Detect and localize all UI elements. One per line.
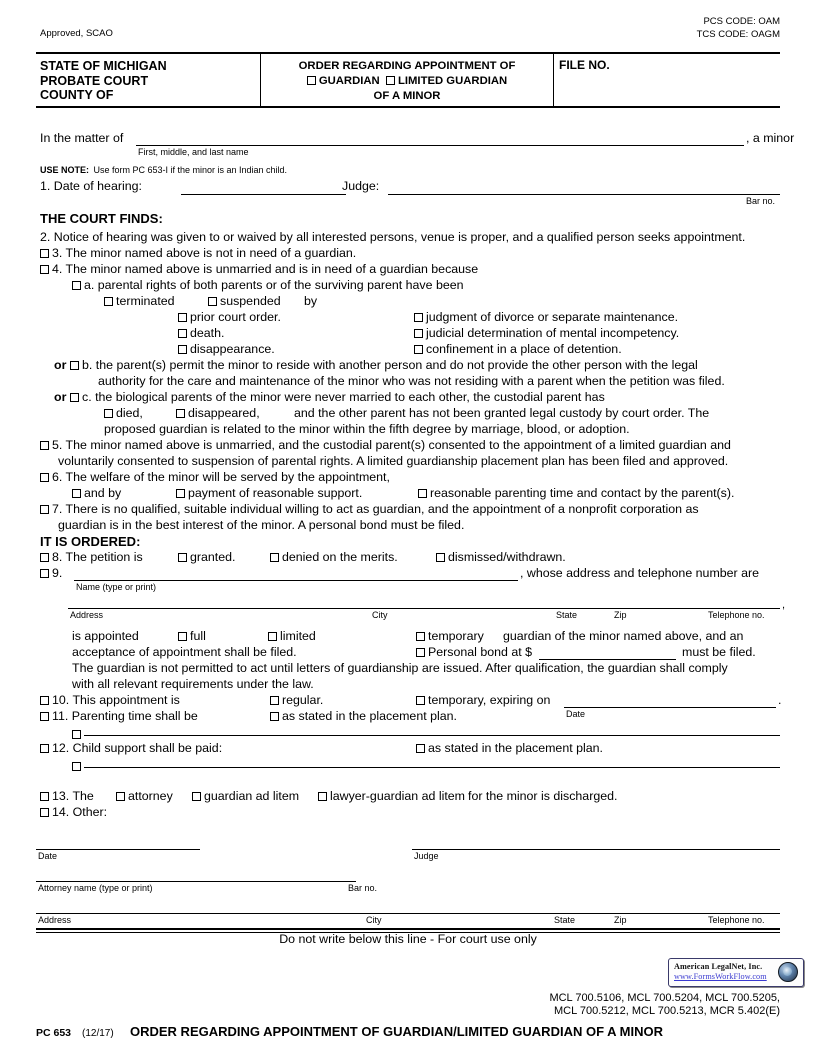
finding-item-7: [40, 502, 699, 517]
checkbox-denied[interactable]: [270, 553, 279, 562]
guardian-restriction-line2: with all relevant requirements under the law.: [72, 677, 314, 691]
attorney-address-caption: Address: [38, 915, 72, 925]
item-14-other-input[interactable]: [76, 818, 776, 842]
option-temporary: [416, 629, 484, 644]
option-personal-bond: [416, 645, 532, 660]
guardian-name-input[interactable]: [74, 580, 518, 581]
order-title-line3: OF A MINOR: [373, 90, 441, 102]
attorney-bar-no-caption: Bar no.: [348, 883, 378, 893]
ordered-item-8: [40, 550, 143, 565]
checkbox-item-6[interactable]: [40, 473, 49, 482]
minor-suffix: , a minor: [746, 131, 795, 145]
file-no-label: FILE NO.: [559, 58, 610, 72]
checkbox-item-12[interactable]: [40, 744, 49, 753]
ordered-item-12: [40, 741, 222, 756]
ordered-item-10: [40, 693, 180, 708]
or-label-c: or: [54, 390, 67, 404]
guardian-label: GUARDIAN: [318, 75, 380, 87]
prior-court-order-label: prior court order.: [190, 310, 281, 324]
item-4-label: 4. The minor named above is unmarried and is in need of a guardian because: [52, 262, 479, 276]
state-caption: State: [556, 610, 578, 620]
signature-judge-caption: Judge: [414, 851, 439, 861]
option-granted: [178, 550, 235, 565]
suspended-option: [208, 294, 281, 309]
checkbox-temporary-expiring[interactable]: [416, 696, 425, 705]
finding-item-5: [40, 438, 731, 453]
option-full: [178, 629, 206, 644]
is-appointed-label: is appointed: [72, 629, 139, 643]
personal-bond-label: Personal bond at $: [428, 645, 533, 659]
county-label: COUNTY OF: [40, 88, 114, 102]
item-12-label: 12. Child support shall be paid:: [52, 741, 223, 755]
and-by-label: and by: [84, 486, 122, 500]
caption-table: [36, 52, 780, 108]
order-title-line1: ORDER REGARDING APPOINTMENT OF: [298, 60, 516, 72]
attorney-zip-caption: Zip: [614, 915, 627, 925]
guardian-name-caption: Name (type or print): [76, 582, 157, 592]
attorney-name-caption: Attorney name (type or print): [38, 883, 153, 893]
form-number: PC 653: [36, 1027, 72, 1039]
matter-label: In the matter of: [40, 131, 124, 145]
checkbox-support-as-stated[interactable]: [416, 744, 425, 753]
finding-item-4c: [70, 390, 605, 405]
item-10-label: 10. This appointment is: [52, 693, 180, 707]
lawyer-guardian-ad-litem-label: lawyer-guardian ad litem: [330, 789, 465, 803]
zip-caption: Zip: [614, 610, 627, 620]
item-14-label: 14. Other:: [52, 805, 108, 819]
judgment-divorce-label: judgment of divorce or separate maintenance.: [426, 310, 679, 324]
option-and-by: [72, 486, 121, 501]
item-11-label: 11. Parenting time shall be: [52, 709, 198, 723]
suspended-label: suspended: [220, 294, 281, 308]
expiration-date-input[interactable]: [564, 707, 776, 708]
checkbox-item-7[interactable]: [40, 505, 49, 514]
checkbox-item-4[interactable]: [40, 265, 49, 274]
checkbox-personal-bond[interactable]: [416, 648, 425, 657]
by-label: by: [304, 294, 318, 308]
item-7-line1: 7. There is no qualified, suitable individual willing to act as guardian, and the appointment of a nonprofit corporation as: [52, 502, 699, 516]
option-parenting-time: [418, 486, 734, 501]
checkbox-item-4c[interactable]: [70, 393, 79, 402]
court-finds-heading: THE COURT FINDS:: [40, 211, 163, 226]
option-payment-support: [176, 486, 362, 501]
personal-bond-amount-input[interactable]: [539, 659, 676, 660]
item-6-label: 6. The welfare of the minor will be served by the appointment,: [52, 470, 390, 484]
guardian-address-input[interactable]: [68, 608, 780, 609]
checkbox-item-3[interactable]: [40, 249, 49, 258]
it-is-ordered-heading: IT IS ORDERED:: [40, 534, 141, 549]
ordered-item-13: [40, 789, 94, 804]
item-9-tail: , whose address and telephone number are: [520, 566, 760, 580]
item-5-line2: voluntarily consented to suspension of parental rights. A limited guardianship placement plan has been filed and approved.: [58, 454, 729, 468]
checkbox-item-4a[interactable]: [72, 281, 81, 290]
support-other-checkbox-wrap: [72, 757, 84, 775]
item-3-label: 3. The minor named above is not in need of a guardian.: [52, 246, 357, 260]
option-regular: [270, 693, 323, 708]
checkbox-and-by[interactable]: [72, 489, 81, 498]
item-7-line2: guardian is in the best interest of the minor. A personal bond must be filed.: [58, 518, 465, 532]
statute-citation-line2: MCL 700.5212, MCL 700.5213, MCR 5.402(E): [553, 1005, 780, 1017]
acceptance-label: acceptance of appointment shall be filed.: [72, 645, 297, 659]
option-disappeared: [176, 406, 260, 421]
judge-bar-no-caption: Bar no.: [746, 196, 776, 206]
checkbox-item-8[interactable]: [40, 553, 49, 562]
checkbox-regular[interactable]: [270, 696, 279, 705]
checkbox-item-9[interactable]: [40, 569, 49, 578]
item-10-period: .: [778, 693, 782, 707]
checkbox-dismissed[interactable]: [436, 553, 445, 562]
checkbox-item-10[interactable]: [40, 696, 49, 705]
caption-court-cell: [36, 54, 260, 106]
item-8-label: 8. The petition is: [52, 550, 143, 564]
disappearance-label: disappearance.: [190, 342, 275, 356]
use-note: [40, 160, 287, 178]
file-no-input[interactable]: [559, 74, 774, 104]
minor-name-caption: First, middle, and last name: [138, 147, 249, 157]
attorney-address-input[interactable]: [36, 913, 780, 914]
reason-prior-court-order: [178, 310, 281, 325]
item-13-the-label: 13. The: [52, 789, 94, 803]
checkbox-limited[interactable]: [268, 632, 277, 641]
attorney-city-caption: City: [366, 915, 382, 925]
guardian-ad-litem-label: guardian ad litem: [204, 789, 300, 803]
item-4c-tail: and the other parent has not been granted legal custody by court order. The: [294, 406, 710, 420]
finding-item-2: 2. Notice of hearing was given to or waived by all interested persons, venue is proper, and a qualified person seeks appointment.: [40, 230, 746, 244]
state-label: STATE OF MICHIGAN: [40, 59, 167, 73]
checkbox-guardian-ad-litem[interactable]: [192, 792, 201, 801]
expiration-date-caption: Date: [566, 709, 586, 719]
judge-name-input[interactable]: [388, 194, 780, 195]
attorney-state-caption: State: [554, 915, 576, 925]
form-revision: (12/17): [82, 1028, 114, 1039]
checkbox-item-4b[interactable]: [70, 361, 79, 370]
checkbox-guardian[interactable]: [307, 76, 316, 85]
payment-support-label: payment of reasonable support.: [188, 486, 363, 500]
denied-label: denied on the merits.: [282, 550, 398, 564]
finding-item-3: [40, 246, 356, 261]
checkbox-item-14[interactable]: [40, 808, 49, 817]
attorney-telephone-caption: Telephone no.: [708, 915, 765, 925]
checkbox-granted[interactable]: [178, 553, 187, 562]
checkbox-judgment-divorce[interactable]: [414, 313, 423, 322]
court-use-only-note: Do not write below this line - For court use only: [279, 932, 537, 946]
order-type-options: [261, 74, 553, 89]
item-4c-line1: c. the biological parents of the minor were never married to each other, the custodial parent has: [82, 390, 605, 404]
checkbox-terminated[interactable]: [104, 297, 113, 306]
use-note-bold: USE NOTE:: [40, 165, 90, 175]
rights-status-options: [104, 294, 175, 309]
granted-label: granted.: [190, 550, 236, 564]
parenting-time-label: reasonable parenting time and contact by the parent(s).: [430, 486, 735, 500]
judicial-determination-label: judicial determination of mental incompetency.: [426, 326, 680, 340]
terminated-label: terminated: [116, 294, 175, 308]
parenting-other-input[interactable]: [84, 735, 780, 736]
item1-label: 1. Date of hearing:: [40, 179, 142, 193]
checkbox-item-11[interactable]: [40, 712, 49, 721]
option-parenting-as-stated: [270, 709, 457, 724]
support-other-input[interactable]: [84, 767, 780, 768]
agency-codes: [697, 16, 780, 41]
support-as-stated-label: as stated in the placement plan.: [428, 741, 603, 755]
temporary-label: temporary: [428, 629, 484, 643]
checkbox-lawyer-guardian-ad-litem[interactable]: [318, 792, 327, 801]
item-5-line1: 5. The minor named above is unmarried, and the custodial parent(s) consented to the appointment of a limited guardian and: [52, 438, 731, 452]
footer-divider-top: [36, 928, 780, 930]
checkbox-confinement[interactable]: [414, 345, 423, 354]
checkbox-temporary[interactable]: [416, 632, 425, 641]
caption-fileno-cell: [554, 54, 780, 106]
disappeared-label: disappeared,: [188, 406, 260, 420]
checkbox-parenting-time[interactable]: [418, 489, 427, 498]
full-label: full: [190, 629, 206, 643]
checkbox-item-5[interactable]: [40, 441, 49, 450]
checkbox-disappearance[interactable]: [178, 345, 187, 354]
reason-judgment-divorce: [414, 310, 678, 325]
limited-label: limited: [280, 629, 316, 643]
attorney-name-input[interactable]: [36, 881, 356, 882]
date-of-hearing-input[interactable]: [181, 194, 346, 195]
or-label-b: or: [54, 358, 67, 372]
temporary-expiring-label: temporary, expiring on: [428, 693, 551, 707]
item-9-number: 9.: [52, 566, 63, 580]
form-sheet: [36, 0, 795, 1056]
finding-item-4: [40, 262, 478, 277]
checkbox-parenting-as-stated[interactable]: [270, 712, 279, 721]
signature-date-caption: Date: [38, 851, 58, 861]
limited-guardian-label: LIMITED GUARDIAN: [397, 75, 508, 87]
signature-date-input[interactable]: [36, 849, 200, 850]
checkbox-full[interactable]: [178, 632, 187, 641]
legalnet-website-url[interactable]: www.FormsWorkFlow.com: [674, 972, 767, 981]
checkbox-suspended[interactable]: [208, 297, 217, 306]
death-label: death.: [190, 326, 225, 340]
confinement-label: confinement in a place of detention.: [426, 342, 622, 356]
caption-title-cell: [260, 54, 554, 106]
option-lawyer-guardian-ad-litem: [318, 789, 465, 804]
item-4b-line2: authority for the care and maintenance of the minor who was not residing with a parent when the petition was filed.: [98, 374, 725, 388]
ordered-item-9: [40, 566, 62, 581]
parenting-as-stated-label: as stated in the placement plan.: [282, 709, 457, 723]
checkbox-support-other[interactable]: [72, 762, 81, 771]
checkbox-died[interactable]: [104, 409, 113, 418]
finding-item-4a: [72, 278, 464, 293]
option-dismissed: [436, 550, 566, 565]
checkbox-disappeared[interactable]: [176, 409, 185, 418]
option-limited: [268, 629, 316, 644]
judge-label: Judge:: [342, 179, 380, 193]
american-legalnet-logo: [668, 958, 804, 987]
checkbox-limited-guardian[interactable]: [386, 76, 395, 85]
reason-judicial-determination: [414, 326, 679, 341]
item-4c-line3: proposed guardian is related to the minor within the fifth degree by marriage, blood, or adoption.: [104, 422, 630, 436]
checkbox-prior-court-order[interactable]: [178, 313, 187, 322]
reason-disappearance: [178, 342, 275, 357]
form-bottom-title: ORDER REGARDING APPOINTMENT OF GUARDIAN/LIMITED GUARDIAN OF A MINOR: [130, 1024, 663, 1039]
address-caption: Address: [70, 610, 104, 620]
option-temporary-expiring: [416, 693, 550, 708]
use-note-text: Use form PC 653-I if the minor is an Indian child.: [93, 165, 288, 175]
signature-judge-input[interactable]: [412, 849, 780, 850]
option-support-as-stated: [416, 741, 603, 756]
court-label: PROBATE COURT: [40, 73, 149, 88]
regular-label: regular.: [282, 693, 324, 707]
item-4a-label: a. parental rights of both parents or of the surviving parent have been: [84, 278, 464, 292]
option-guardian-ad-litem: [192, 789, 299, 804]
item-13-tail: for the minor is discharged.: [468, 789, 618, 803]
died-label: died,: [116, 406, 143, 420]
must-be-filed-label: must be filed.: [682, 645, 756, 659]
finding-item-6: [40, 470, 390, 485]
item-4b-line1: b. the parent(s) permit the minor to reside with another person and do not provide the other person with the legal: [82, 358, 698, 372]
guardian-restriction-line1: The guardian is not permitted to act until letters of guardianship are issued. After qualification, the guardian shall comply: [72, 661, 728, 675]
city-caption: City: [372, 610, 388, 620]
minor-name-line[interactable]: [136, 145, 744, 146]
option-died: [104, 406, 143, 421]
approved-scao-label: Approved, SCAO: [40, 28, 113, 39]
checkbox-item-13[interactable]: [40, 792, 49, 801]
address-trailing-comma: ,: [782, 599, 786, 611]
legalnet-orb-icon: [778, 962, 798, 982]
legalnet-company-name: American LegalNet, Inc.: [674, 962, 763, 971]
checkbox-payment-support[interactable]: [176, 489, 185, 498]
checkbox-parenting-other[interactable]: [72, 730, 81, 739]
ordered-item-11: [40, 709, 198, 724]
dismissed-label: dismissed/withdrawn.: [448, 550, 566, 564]
checkbox-judicial-determination[interactable]: [414, 329, 423, 338]
tcs-code: TCS CODE: OAGM: [696, 28, 780, 40]
appointed-tail: guardian of the minor named above, and an: [503, 629, 744, 643]
pcs-code: PCS CODE: OAM: [703, 16, 780, 27]
telephone-caption: Telephone no.: [708, 610, 765, 620]
option-attorney: [116, 789, 173, 804]
checkbox-death[interactable]: [178, 329, 187, 338]
attorney-label: attorney: [128, 789, 173, 803]
checkbox-attorney[interactable]: [116, 792, 125, 801]
finding-item-4b: [70, 358, 698, 373]
option-denied: [270, 550, 398, 565]
reason-confinement: [414, 342, 622, 357]
statute-citation-line1: MCL 700.5106, MCL 700.5204, MCL 700.5205,: [549, 992, 780, 1004]
reason-death: [178, 326, 224, 341]
